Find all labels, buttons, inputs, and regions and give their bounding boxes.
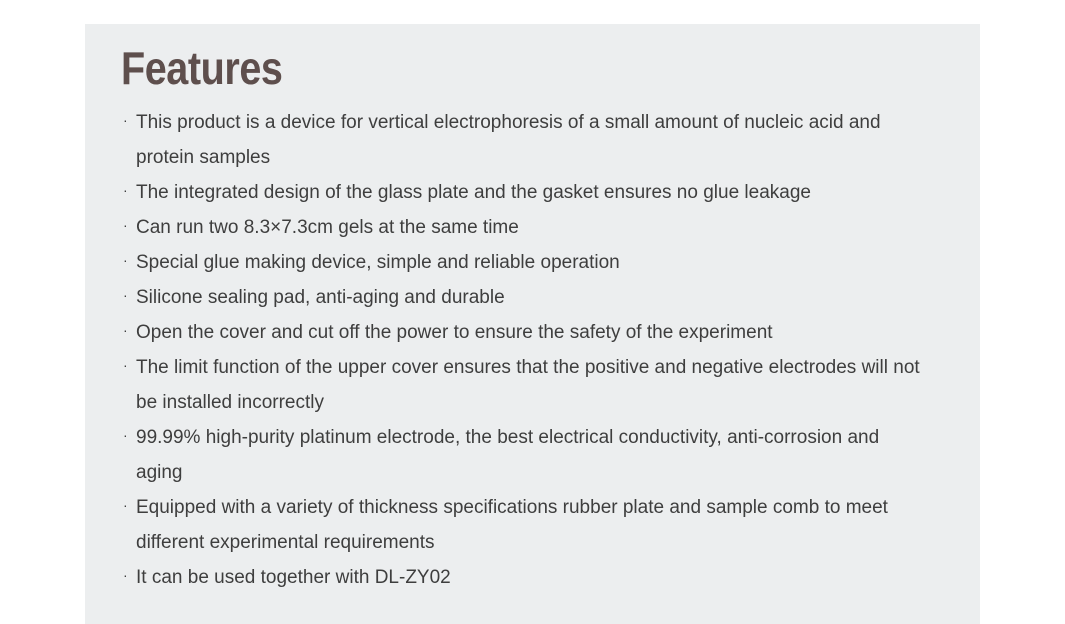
feature-item	[123, 350, 923, 420]
feature-item	[123, 210, 923, 245]
feature-item	[123, 490, 923, 560]
feature-item	[123, 420, 923, 490]
feature-item	[123, 315, 923, 350]
feature-item	[123, 560, 923, 595]
feature-text: Silicone sealing pad, anti-aging and durable	[136, 287, 505, 308]
bullet-dot-icon: ·	[123, 112, 128, 128]
feature-item	[123, 175, 923, 210]
bullet-dot-icon: ·	[123, 567, 128, 583]
bullet-dot-icon: ·	[123, 497, 128, 513]
feature-text: This product is a device for vertical electrophoresis of a small amount of nucleic acid and protein samples	[136, 112, 881, 168]
feature-text: The integrated design of the glass plate and the gasket ensures no glue leakage	[136, 182, 811, 203]
bullet-dot-icon: ·	[123, 322, 128, 338]
feature-text: 99.99% high-purity platinum electrode, the best electrical conductivity, anti-corrosion and aging	[136, 427, 880, 483]
feature-text: Can run two 8.3×7.3cm gels at the same time	[136, 217, 519, 238]
bullet-dot-icon: ·	[123, 357, 128, 373]
feature-text: Special glue making device, simple and reliable operation	[136, 252, 620, 273]
feature-item	[123, 105, 923, 175]
features-title: Features	[121, 42, 283, 94]
bullet-dot-icon: ·	[123, 287, 128, 303]
features-list	[123, 105, 923, 595]
bullet-dot-icon: ·	[123, 217, 128, 233]
bullet-dot-icon: ·	[123, 427, 128, 443]
feature-text: The limit function of the upper cover ensures that the positive and negative electrodes will not be installed incorrectly	[136, 357, 920, 413]
feature-text: Open the cover and cut off the power to ensure the safety of the experiment	[136, 322, 773, 343]
feature-item	[123, 245, 923, 280]
features-panel	[85, 24, 980, 624]
feature-text: It can be used together with DL-ZY02	[136, 567, 451, 588]
bullet-dot-icon: ·	[123, 252, 128, 268]
feature-text: Equipped with a variety of thickness specifications rubber plate and sample comb to meet different experimental requirements	[136, 497, 888, 553]
feature-item	[123, 280, 923, 315]
bullet-dot-icon: ·	[123, 182, 128, 198]
